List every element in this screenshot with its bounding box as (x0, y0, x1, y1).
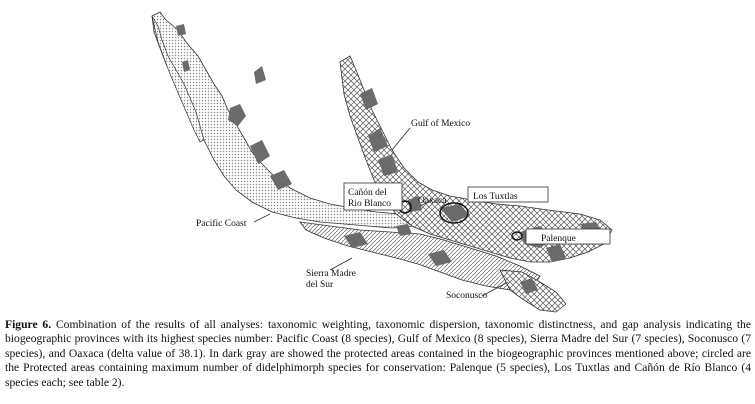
palenque-label: Palenque (541, 234, 576, 244)
pacific-coast-label: Pacific Coast (196, 219, 247, 229)
sierra-madre-label-line2: del Sur (306, 280, 334, 290)
los-tuxtlas-label: Los Tuxtlas (473, 192, 518, 202)
soconusco-label: Soconusco (446, 291, 488, 301)
canon-label-line2: Rio Blanco (348, 199, 392, 209)
gulf-of-mexico-label: Gulf of Mexico (411, 119, 471, 129)
oaxaca-label: Oaxaca (418, 196, 447, 206)
sierra-madre-label-line1: Sierra Madre (306, 269, 356, 279)
canon-label-line1: Cañón del (348, 188, 387, 198)
figure-caption (5, 318, 751, 390)
figure-caption-label: Figure 6. (5, 318, 52, 331)
figure-caption-text: Combination of the results of all analyses: taxonomic weighting, taxonomic dispersion, taxonomic distinctness, and gap analysis indicating the biogeographic provinces with its highest species number: Pacific Coast (8 species), Gulf of Mexico (8 species), Sierra Madre del Sur (7 species), Soconusco (7 species), and Oaxaca (delta value of 38.1). In dark gray are showed the protected areas contained in the biogeographic provinces mentioned above; circled are the Protected areas containing maximum number of didelphimorph species for conservation: Palenque (5 species), Los Tuxtlas and Cañón de Río Blanco (4 species each; see table 2). (5, 318, 751, 389)
